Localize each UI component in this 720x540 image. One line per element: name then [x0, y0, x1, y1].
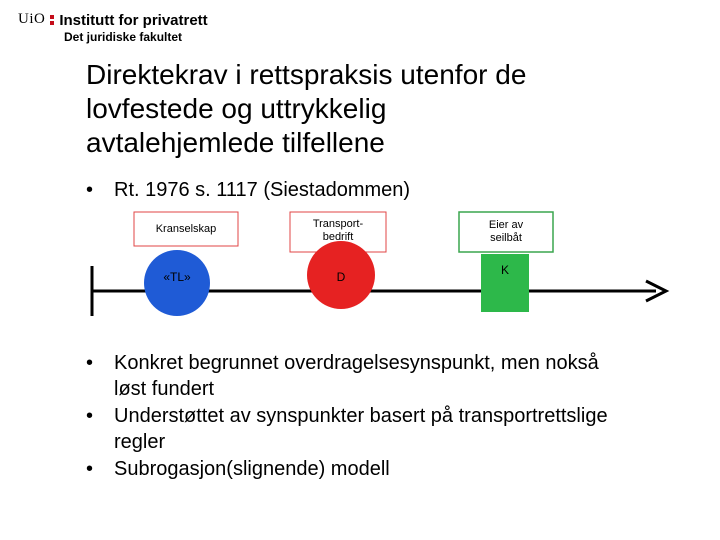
node-tl-label: «TL»: [163, 270, 191, 284]
party-label-kranselskap: Kranselskap: [155, 223, 217, 235]
list-item: [86, 456, 716, 482]
list-item: [86, 350, 716, 402]
point-text: Subrogasjon(slignende) modell: [114, 458, 390, 480]
point-list: [86, 350, 716, 483]
bullet-icon: •: [86, 352, 94, 374]
node-d-label: D: [336, 270, 346, 284]
list-item: [86, 403, 716, 455]
logo-uio-text: UiO: [18, 11, 46, 27]
bullet-icon: •: [86, 405, 94, 427]
node-k-label: K: [500, 263, 509, 277]
point-continuation: regler: [114, 431, 166, 453]
case-reference-text: Rt. 1976 s. 1117 (Siestadommen): [114, 179, 411, 201]
institute-name: Institutt for privatrett: [59, 12, 208, 29]
bullet-icon: •: [86, 458, 94, 480]
title-line: avtalehjemlede tilfellene: [86, 127, 385, 158]
title-line: Direktekrav i rettspraksis utenfor de: [86, 59, 527, 90]
bullet-icon: •: [86, 179, 94, 201]
party-label-eier: Eier av seilbåt: [488, 219, 524, 244]
point-text: Understøttet av synspunkter basert på transportrettslige: [114, 405, 608, 427]
title-line: lovfestede og uttrykkelig: [86, 93, 387, 124]
party-label-transportbedrift: Transport- bedrift: [312, 218, 364, 243]
point-continuation: løst fundert: [114, 378, 215, 400]
point-text: Konkret begrunnet overdragelsesynspunkt, men nokså: [114, 352, 599, 374]
faculty-name: Det juridiske fakultet: [64, 30, 183, 44]
